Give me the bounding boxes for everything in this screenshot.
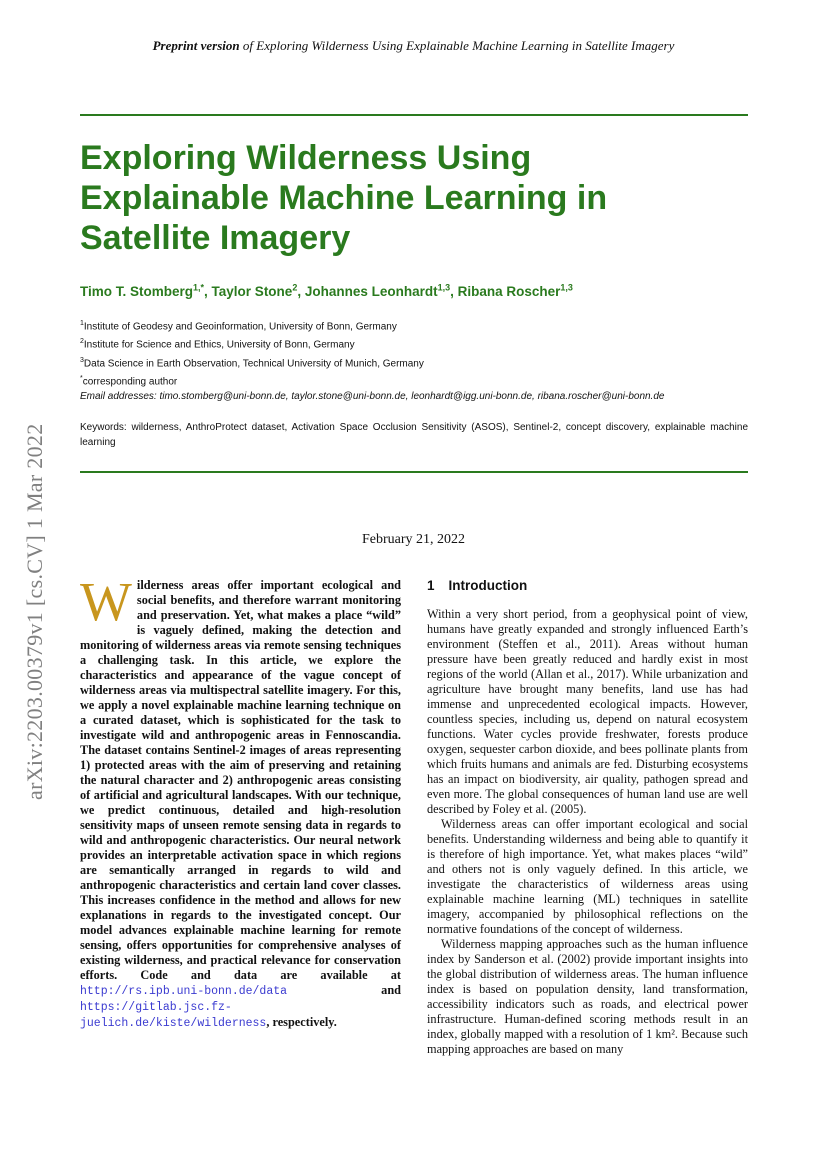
data-link[interactable]: http://rs.ipb.uni-bonn.de/data: [80, 985, 288, 998]
author-list: [80, 282, 573, 299]
introduction-section: [427, 578, 748, 1057]
email-addresses: Email addresses: timo.stomberg@uni-bonn.de, taylor.stone@uni-bonn.de, leonhardt@igg.uni-bonn.de, ribana.roscher@uni-bonn.de: [80, 391, 665, 402]
running-header-rest: of Exploring Wilderness Using Explainable Machine Learning in Satellite Imagery: [242, 38, 675, 53]
top-divider: [80, 114, 748, 116]
affiliation: *corresponding author: [80, 374, 178, 388]
date: February 21, 2022: [361, 532, 466, 547]
arxiv-stamp: arXiv:2203.00379v1 [cs.CV] 1 Mar 2022: [22, 423, 47, 800]
bottom-divider: [80, 471, 748, 473]
author: Johannes Leonhardt$^{1,3}$,: [304, 282, 458, 299]
affiliation: $^3$Data Science in Earth Observation, Technical University of Munich, Germany: [80, 356, 424, 369]
abstract-tail: , respectively.: [266, 1015, 337, 1029]
abstract: [80, 571, 401, 1031]
affiliations: [80, 316, 424, 389]
drop-cap: W: [80, 571, 132, 632]
abstract-text: ilderness areas offer important ecological and social benefits, and therefore warrant monitoring and preservation. Yet, what makes a place “wild” is vaguely defined, making the detection and monitoring of wilderness areas via remote sensing techniques a challenging task. In this article, we explore the characteristics and appearance of the vague concept of wilderness areas via multispectral satellite imagery. For this, we apply a novel explainable machine learning technique on a curated dataset, which is sophisticated for the task to investigate wild and anthropogenic areas in Fennoscandia. The dataset contains Sentinel-2 images of areas representing 1) protected areas with the aim of preserving and retaining the natural character and 2) anthropogenic areas consisting of artificial and agricultural landscapes. With our technique, we predict continuous, detailed and high-resolution sensitivity maps of unseen remote sensing data in regards to wild and anthropogenic characteristics. Our neural network provides an interpretable activation space in which regions are semantically arranged in regards to wild and anthropogenic characteristics and certain land cover classes. This increases confidence in the method and allows for new explanations in regards to the investigated concept. Our model advances explainable machine learning for remote sensing, offers opportunities for comprehensive analyses of existing wilderness, and practical relevance for conservation efforts. Code and data are available at: [80, 578, 401, 982]
author: Ribana Roscher$^{1,3}$: [457, 282, 573, 299]
code-link[interactable]: https://gitlab.jsc.fz-juelich.de/kiste/wilderness: [80, 1001, 267, 1030]
abstract-and: and: [287, 983, 401, 997]
paragraph: Within a very short period, from a geophysical point of view, humans have greatly expanded and strongly influenced Earth’s environment (Steffen et al., 2011). Areas without human pressure have been greatly reduced and hardly exist in most regions of the world (Allan et al., 2017). While urbanization and agriculture have brought many benefits, land use has had immense and unprecedented ecological impacts. However, countless species, including us, depend on natural ecosystem functions. Water cycles provide freshwater, forests produce oxygen, sequester carbon dioxide, and bees pollinate plants from which fruits humans and animals are fed. Disturbing ecosystems has an impact on biodiversity, air quality, pathogen spread and even more. The global consequences of human land use are well described by Foley et al. (2005).: [427, 607, 748, 816]
running-header-bold: Preprint version: [152, 38, 240, 53]
paper-title: Exploring Wilderness Using Explainable Machine Learning in Satellite Imagery: [80, 139, 608, 257]
paragraph: Wilderness areas can offer important ecological and social benefits. Understanding wilderness and being able to quantify it is therefore of high importance. Yet, what makes places “wild” and others not is only vaguely defined. In this article, we investigate the characteristics of wilderness areas using explainable machine learning (ML) techniques in satellite imagery, accompanied by philosophical reflections on the normative foundations of the concept of wilderness.: [427, 817, 748, 936]
affiliation: $^1$Institute of Geodesy and Geoinformation, University of Bonn, Germany: [80, 320, 397, 333]
author: Timo T. Stomberg$^{1,*}$,: [80, 282, 212, 299]
author: Taylor Stone$^2$,: [211, 282, 305, 299]
paragraph: Wilderness mapping approaches such as the human influence index by Sanderson et al. (2002) provide important insights into the global distribution of wilderness areas. The human influence index is based on population density, land transformation, accessibility indicators such as roads, and electrical power infrastructure. Human-defined scoring methods result in an index, globally mapped with a resolution of 1 km². Because such mapping approaches are based on many: [427, 937, 748, 1056]
running-header: [0, 38, 827, 54]
keywords: Keywords: wilderness, AnthroProtect dataset, Activation Space Occlusion Sensitivity (ASOS), Sentinel-2, concept discovery, explainable machine learning: [80, 422, 748, 448]
affiliation: $^2$Institute for Science and Ethics, University of Bonn, Germany: [80, 338, 355, 351]
section-heading: 1 Introduction: [427, 578, 528, 593]
